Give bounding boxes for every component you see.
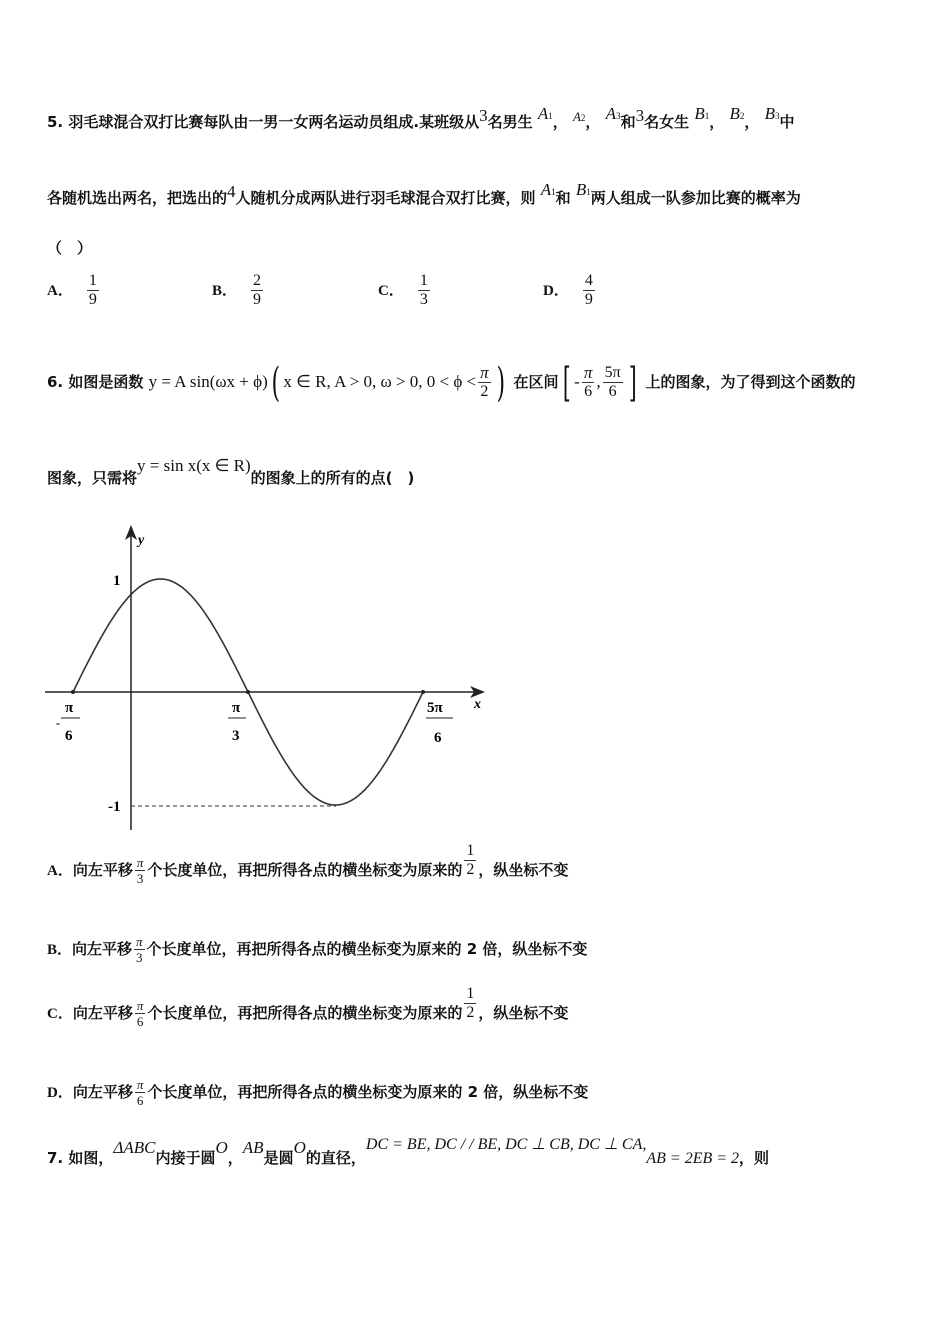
- q5-option-c[interactable]: C． $\frac{1}{3}$: [378, 272, 428, 308]
- q5-option-a[interactable]: A． $\frac{1}{9}$: [47, 272, 97, 308]
- zero-point-left: [71, 690, 75, 694]
- q5-A3: A3: [605, 104, 621, 123]
- zero-point-mid: [246, 690, 250, 694]
- x-tick-mid-den: 3: [232, 728, 240, 744]
- q7-conditions: DC = BE, DC / / BE, DC ⊥ CB, DC ⊥ CA,: [365, 1136, 647, 1153]
- q5-num-boys: 3: [479, 106, 488, 125]
- q6-option-d[interactable]: D．向左平移 $\frac{\pi}{6}$ 个长度单位，再把所得各点的横坐标变为原来的 2 倍，纵坐标不变: [47, 1077, 589, 1108]
- q6-line-1: 6. 如图是函数 y = A sin(ωx + ϕ)( x ∈ R, A > 0, ω > 0, 0 < ϕ < $\frac{\pi}{2}$ ) 在区间[ - $\frac{\pi}{6}$ , $\frac{5\pi}{6}$ ] 上的图象，为了得到这个函数的: [47, 359, 856, 406]
- q6-base-function: y = sin x(x ∈ R): [137, 456, 251, 475]
- q7-circle-O: O: [215, 1138, 228, 1157]
- y-axis-label: y: [138, 533, 145, 548]
- q5-number: 5.: [47, 113, 64, 131]
- x-tick-mid-num: π: [232, 700, 241, 716]
- q5-num-girls: 3: [635, 106, 645, 125]
- q5-B2: B2: [729, 104, 745, 123]
- q7-AB: AB: [242, 1138, 264, 1157]
- q6-function: y = A sin(ωx + ϕ): [148, 372, 268, 391]
- q5-pair-A1: A1: [540, 180, 556, 199]
- q5-text: 名男生: [487, 113, 533, 131]
- y-tick-neg1: -1: [108, 799, 121, 815]
- q5-line-2: 各随机选出两名，把选出的4人随机分成两队进行羽毛球混合双打比赛，则 A1和 B1两人组成一队参加比赛的概率为: [47, 180, 801, 207]
- q6-option-a[interactable]: A．向左平移 $\frac{\pi}{3}$ 个长度单位，再把所得各点的横坐标变为原来的 $\frac{1}{2}$ ，纵坐标不变: [47, 842, 569, 886]
- q6-int-right: $\frac{5\pi}{6}$: [604, 364, 621, 400]
- x-tick-left-num: π: [65, 700, 74, 716]
- q5-num-four: 4: [227, 182, 236, 201]
- q5-A1: A1: [537, 104, 553, 123]
- q6-line-2: 图象，只需将y = sin x(x ∈ R)的图象上的所有的点( ): [47, 456, 415, 487]
- x-axis-label: x: [474, 697, 481, 712]
- y-tick-1: 1: [113, 573, 121, 589]
- q5-B3: B3: [764, 104, 780, 123]
- q7-triangle: ΔABC: [113, 1138, 156, 1157]
- q6-int-left: $\frac{\pi}{6}$: [583, 363, 593, 400]
- q7-line-1: 7. 如图，ΔABC内接于圆O，AB是圆O的直径，DC = BE, DC / / BE, DC ⊥ CB, DC ⊥ CA,AB = 2EB = 2，则: [47, 1136, 770, 1167]
- q5-option-d[interactable]: D． $\frac{4}{9}$: [543, 272, 593, 308]
- q5-option-b[interactable]: B． $\frac{2}{9}$: [212, 272, 262, 308]
- q5-B1: B1: [694, 104, 710, 123]
- q5-line-1: 5. 羽毛球混合双打比赛每队由一男一女两名运动员组成.某班级从3名男生 A1， A2， A3和3名女生 B1， B2， B3中: [47, 104, 795, 131]
- x-tick-right-den: 6: [434, 730, 442, 746]
- q6-conditions: x ∈ R, A > 0, ω > 0, 0 < ϕ <: [283, 372, 477, 391]
- q7-circle-O2: O: [293, 1138, 306, 1157]
- q5-text: 羽毛球混合双打比赛每队由一男一女两名运动员组成.某班级从: [68, 113, 480, 131]
- q5-pair-B1: B1: [575, 180, 591, 199]
- x-tick-right-num: 5π: [427, 700, 443, 716]
- x-tick-left-sign: -: [56, 716, 60, 730]
- zero-point-right: [421, 690, 425, 694]
- x-tick-left-den: 6: [65, 728, 73, 744]
- q6-paren-open: (: [271, 359, 280, 406]
- q6-cond-frac: $\frac{\pi}{2}$: [480, 363, 489, 400]
- q7-number: 7.: [47, 1149, 64, 1167]
- q6-sine-graph: [40, 520, 500, 835]
- q6-option-b[interactable]: B．向左平移 $\frac{\pi}{3}$ 个长度单位，再把所得各点的横坐标变为原来的 2 倍，纵坐标不变: [47, 934, 588, 965]
- q6-number: 6.: [47, 373, 64, 391]
- q6-paren-close: ): [496, 359, 505, 406]
- q5-A2: A2: [572, 109, 586, 124]
- q5-paren: （ ）: [47, 239, 93, 257]
- q6-option-c[interactable]: C．向左平移 $\frac{\pi}{6}$ 个长度单位，再把所得各点的横坐标变为原来的 $\frac{1}{2}$ ，纵坐标不变: [47, 985, 569, 1029]
- q7-lengths: AB = 2EB = 2: [646, 1150, 740, 1167]
